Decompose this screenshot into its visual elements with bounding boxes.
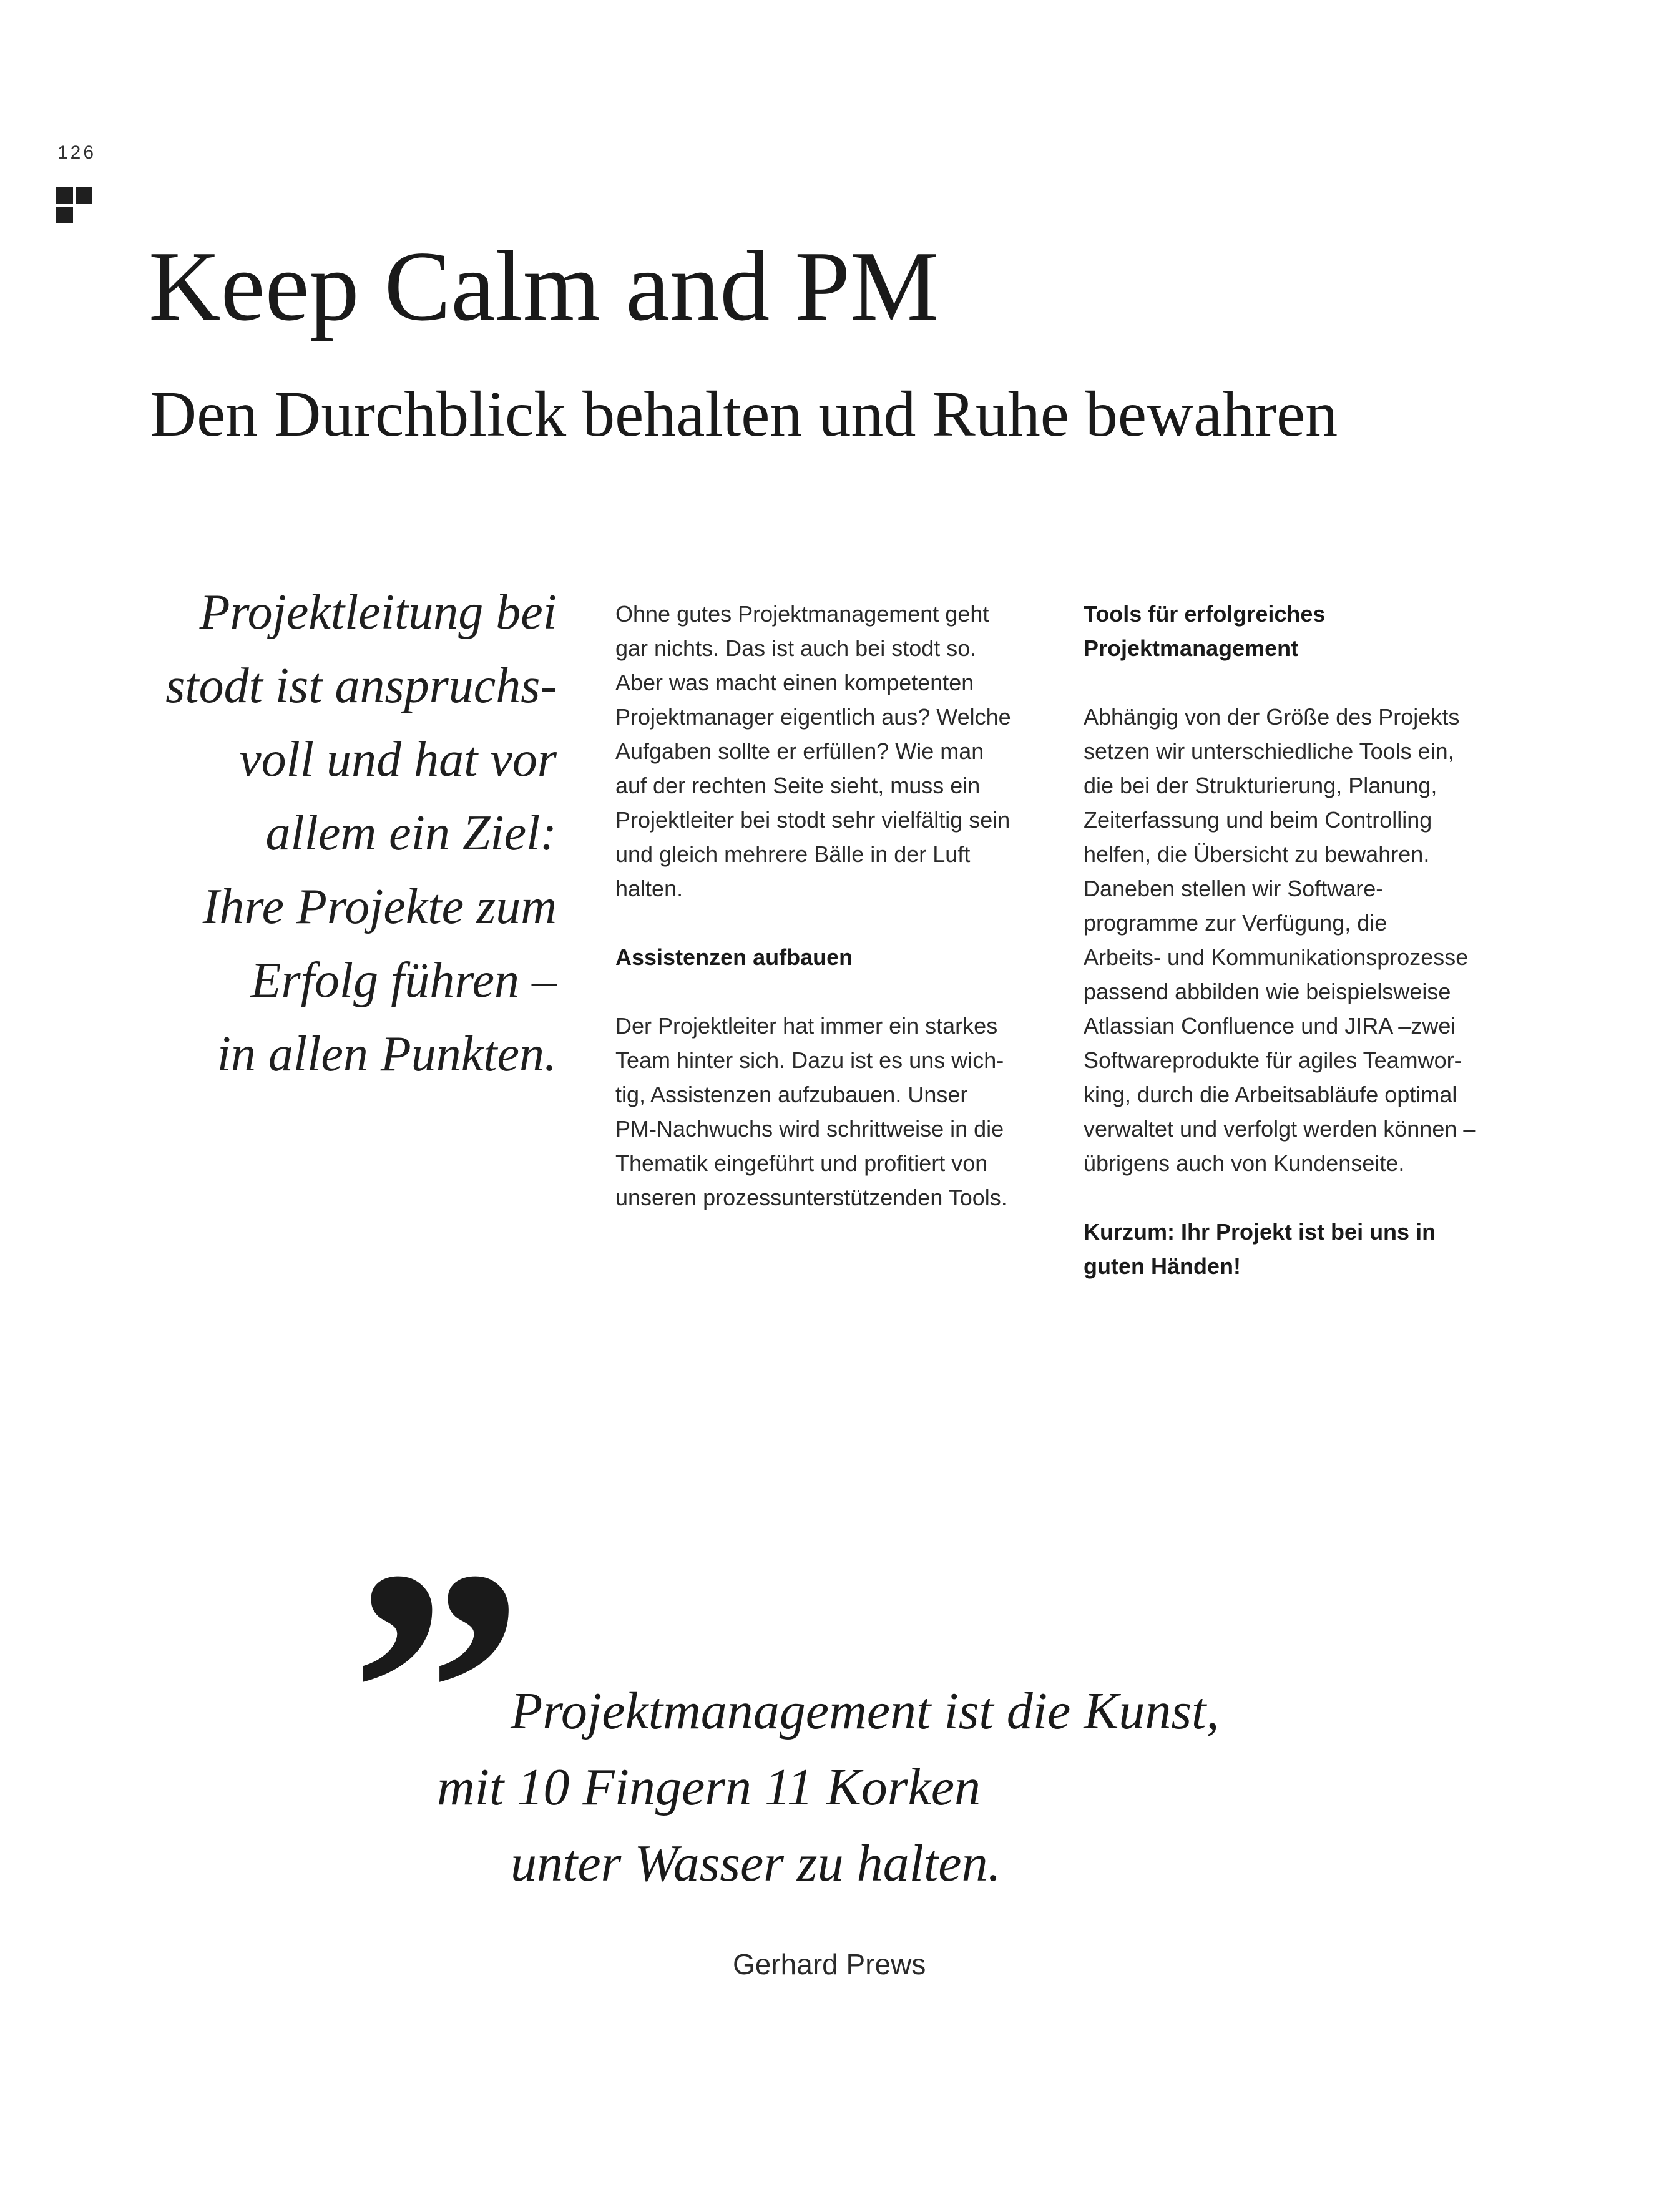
- quote-author: Gerhard Prews: [733, 1948, 926, 1980]
- pullquote-line: stodt ist anspruchs-: [165, 658, 557, 713]
- text-line: Abhängig von der Größe des Projekts: [1084, 704, 1460, 730]
- pullquote-line: allem ein Ziel:: [265, 806, 557, 861]
- pullquote-line: Erfolg führen –: [250, 953, 557, 1008]
- closing-statement: [1084, 1215, 1508, 1283]
- text-line: Kurzum: Ihr Projekt ist bei uns in: [1084, 1219, 1436, 1245]
- section-heading: [1084, 597, 1508, 665]
- text-line: Der Projektleiter hat immer ein starkes: [615, 1013, 998, 1039]
- text-column-middle: [615, 597, 1040, 1249]
- text-line: Aufgaben sollte er erfüllen? Wie man: [615, 738, 984, 764]
- text-line: Softwareprodukte für agiles Teamwor-: [1084, 1047, 1462, 1073]
- text-line: Daneben stellen wir Software-: [1084, 876, 1384, 901]
- quotation-mark-icon: ”: [350, 1498, 512, 1885]
- body-paragraph: [1084, 700, 1508, 1180]
- text-line: verwaltet und verfolgt werden können –: [1084, 1116, 1476, 1142]
- text-line: Team hinter sich. Dazu ist es uns wich-: [615, 1047, 1004, 1073]
- text-line: unseren prozessunterstützenden Tools.: [615, 1185, 1007, 1210]
- text-line: Aber was macht einen kompetenten: [615, 670, 974, 695]
- intro-paragraph: [615, 597, 1040, 906]
- page-title: Keep Calm and PM: [149, 230, 939, 341]
- pullquote-line: Projektleitung bei: [199, 585, 557, 640]
- text-line: programme zur Verfügung, die: [1084, 910, 1387, 936]
- page-number: 126: [57, 142, 97, 163]
- text-line: die bei der Strukturierung, Planung,: [1084, 773, 1437, 798]
- text-line: Ohne gutes Projektmanagement geht: [615, 601, 989, 627]
- text-line: helfen, die Übersicht zu bewahren.: [1084, 841, 1430, 867]
- text-line: Thematik eingeführt und profitiert von: [615, 1150, 988, 1176]
- text-line: Zeiterfassung und beim Controlling: [1084, 807, 1432, 833]
- logo-icon: [56, 187, 95, 226]
- text-line: und gleich mehrere Bälle in der Luft: [615, 841, 971, 867]
- text-line: gar nichts. Das ist auch bei stodt so.: [615, 635, 977, 661]
- text-line: übrigens auch von Kundenseite.: [1084, 1150, 1405, 1176]
- section-heading: Assistenzen aufbauen: [615, 944, 853, 970]
- page-subtitle: Den Durchblick behalten und Ruhe bewahren: [150, 378, 1338, 450]
- heading-line: Tools für erfolgreiches: [1084, 601, 1326, 627]
- text-line: auf der rechten Seite sieht, muss ein: [615, 773, 981, 798]
- pullquote-line: in allen Punkten.: [217, 1027, 557, 1082]
- text-line: Projektleiter bei stodt sehr vielfältig sein: [615, 807, 1011, 833]
- text-line: PM-Nachwuchs wird schrittweise in die: [615, 1116, 1004, 1142]
- text-line: passend abbilden wie beispielsweise: [1084, 979, 1451, 1004]
- text-line: Projektmanager eigentlich aus? Welche: [615, 704, 1011, 730]
- text-line: halten.: [615, 876, 683, 901]
- heading-line: Projektmanagement: [1084, 635, 1299, 661]
- pullquote: [125, 575, 557, 1091]
- quote-line: unter Wasser zu halten.: [511, 1834, 1001, 1892]
- text-line: king, durch die Arbeitsabläufe optimal: [1084, 1082, 1457, 1107]
- pullquote-line: voll und hat vor: [239, 732, 557, 787]
- text-column-right: [1084, 597, 1508, 1318]
- body-paragraph: [615, 1009, 1040, 1215]
- text-line: Arbeits- und Kommunikationsprozesse: [1084, 944, 1469, 970]
- quote-line: Projektmanagement ist die Kunst,: [511, 1682, 1220, 1740]
- text-line: setzen wir unterschiedliche Tools ein,: [1084, 738, 1454, 764]
- quote-line: mit 10 Fingern 11 Korken: [437, 1758, 981, 1816]
- text-line: guten Händen!: [1084, 1253, 1241, 1279]
- text-line: tig, Assistenzen aufzubauen. Unser: [615, 1082, 968, 1107]
- pullquote-line: Ihre Projekte zum: [202, 879, 557, 934]
- text-line: Atlassian Confluence und JIRA –zwei: [1084, 1013, 1456, 1039]
